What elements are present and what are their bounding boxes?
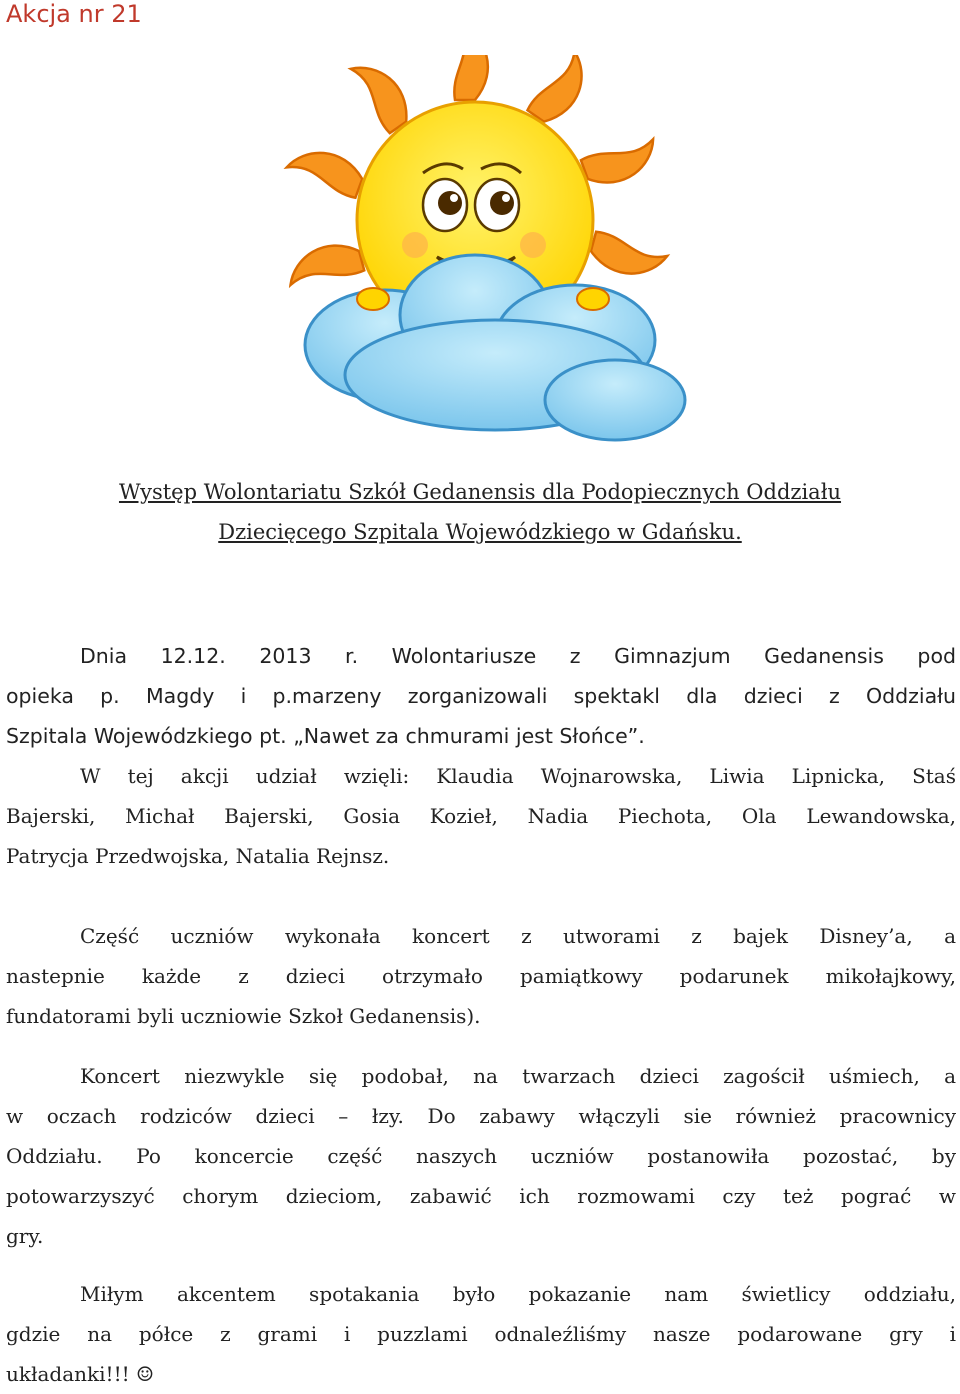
- paragraph-4-line-4: potowarzyszyć chorym dzieciom, zabawić ich rozmowami czy też pograć w: [6, 1184, 956, 1208]
- paragraph-2-line-3: Patrycja Przedwojska, Natalia Rejnsz.: [6, 844, 390, 868]
- paragraph-2-line-1: W tej akcji udział wzięli: Klaudia Wojnarowska, Liwia Lipnicka, Staś: [80, 764, 956, 788]
- paragraph-3-line-3: fundatorami byli uczniowie Szkoł Gedanensis).: [6, 1004, 481, 1028]
- paragraph-4-line-2: w oczach rodziców dzieci – łzy. Do zabawy włączyli sie również pracownicy: [6, 1104, 956, 1128]
- paragraph-5-line-2: gdzie na półce z grami i puzzlami odnaleźliśmy nasze podarowane gry i: [6, 1322, 956, 1346]
- paragraph-4-line-5: gry.: [6, 1224, 44, 1248]
- paragraph-3: [6, 916, 956, 1036]
- paragraph-2-line-2: Bajerski, Michał Bajerski, Gosia Kozieł, Nadia Piechota, Ola Lewandowska,: [6, 804, 956, 828]
- paragraph-3-line-1: Część uczniów wykonała koncert z utworami z bajek Disney’a, a: [80, 924, 956, 948]
- paragraph-1-line-1: Dnia 12.12. 2013 r. Wolontariusze z Gimnazjum Gedanensis pod: [80, 644, 956, 668]
- paragraph-4: [6, 1056, 956, 1256]
- paragraph-2: [6, 756, 956, 876]
- document-title-line-1: Występ Wolontariatu Szkół Gedanensis dla Podopiecznych Oddziału: [118, 480, 842, 504]
- paragraph-5: [6, 1274, 956, 1394]
- paragraph-1: [6, 636, 956, 756]
- paragraph-3-line-2: nastepnie każde z dzieci otrzymało pamiątkowy podarunek mikołajkowy,: [6, 964, 956, 988]
- paragraph-1-line-2: opieka p. Magdy i p.marzeny zorganizowali spektakl dla dzieci z Oddziału: [6, 684, 956, 708]
- paragraph-5-line-3: układanki!!! ☺: [6, 1362, 154, 1386]
- paragraph-1-line-3: Szpitala Wojewódzkiego pt. „Nawet za chmurami jest Słońce”.: [6, 724, 645, 748]
- smiling-sun-behind-cloud-icon: [275, 55, 695, 450]
- paragraph-4-line-3: Oddziału. Po koncercie część naszych uczniów postanowiła pozostać, by: [6, 1144, 956, 1168]
- page-heading: Akcja nr 21: [6, 0, 142, 28]
- document-title-line-2: Dziecięcego Szpitala Wojewódzkiego w Gdańsku.: [218, 520, 742, 544]
- paragraph-4-line-1: Koncert niezwykle się podobał, na twarzach dzieci zagościł uśmiech, a: [80, 1064, 956, 1088]
- paragraph-5-line-1: Miłym akcentem spotakania było pokazanie nam świetlicy oddziału,: [80, 1282, 956, 1306]
